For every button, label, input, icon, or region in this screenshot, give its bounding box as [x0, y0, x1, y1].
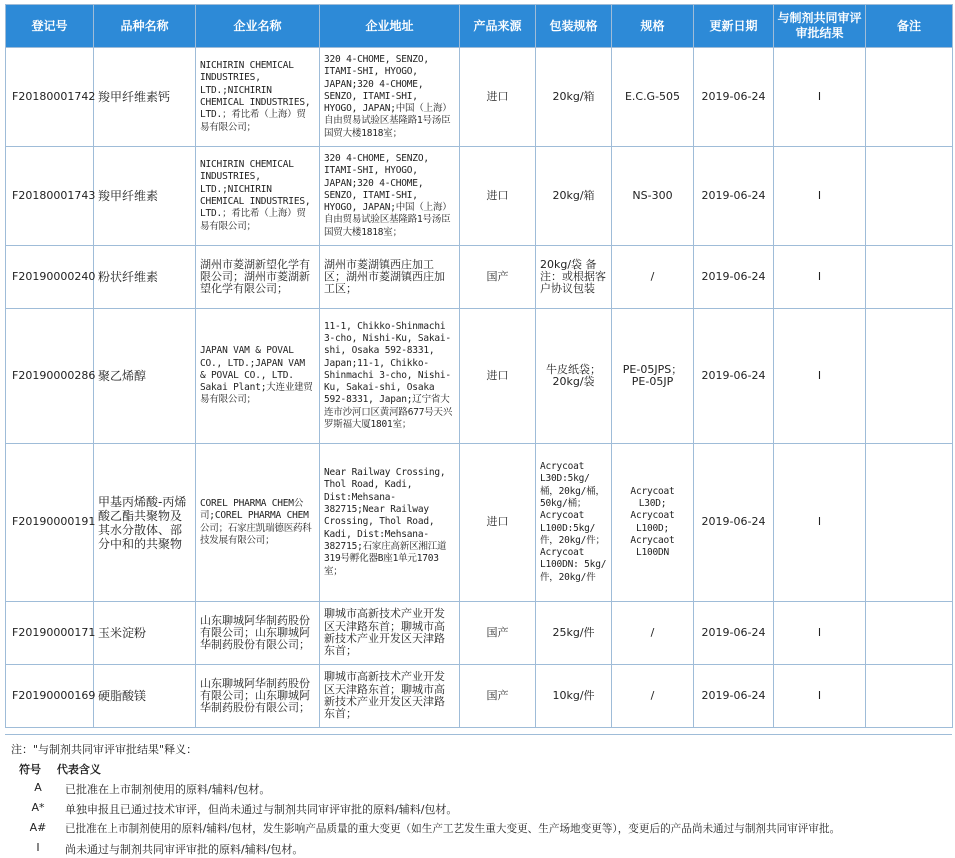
cell-date: 2019-06-24	[694, 309, 774, 444]
legend-symbol: A	[34, 781, 42, 794]
col-header-source: 产品来源	[460, 5, 536, 48]
cell-date: 2019-06-24	[694, 48, 774, 147]
table-row	[6, 147, 953, 246]
cell-source: 进口	[460, 444, 536, 602]
cell-company: NICHIRIN CHEMICAL INDUSTRIES, LTD.;NICHIRIN CHEMICAL INDUSTRIES, LTD.；肴比希（上海）贸易有限公司；	[196, 147, 320, 246]
cell-name: 羧甲纤维素	[94, 147, 196, 246]
cell-spec: /	[612, 665, 694, 728]
cell-result: I	[774, 309, 866, 444]
registration-table	[5, 4, 953, 728]
cell-package: 20kg/箱	[536, 147, 612, 246]
cell-remark	[866, 602, 953, 665]
cell-spec: PE-05JPS；PE-05JP	[612, 309, 694, 444]
cell-source: 国产	[460, 665, 536, 728]
cell-spec: Acrycoat L30D; Acrycoat L100D; Acrycaot L100DN	[612, 444, 694, 602]
table-row	[6, 48, 953, 147]
legend-symbol: A*	[31, 801, 45, 814]
cell-remark	[866, 48, 953, 147]
cell-remark	[866, 665, 953, 728]
cell-name: 玉米淀粉	[94, 602, 196, 665]
col-header-result: 与制剂共同审评审批结果	[774, 5, 866, 48]
cell-reg: F20190000286	[6, 309, 94, 444]
cell-address: 聊城市高新技术产业开发区天津路东首；聊城市高新技术产业开发区天津路东首；	[320, 602, 460, 665]
table-row	[6, 602, 953, 665]
notes-title: 注："与制剂共同审评审批结果"释义：	[11, 743, 198, 756]
cell-spec: /	[612, 246, 694, 309]
col-header-reg: 登记号	[6, 5, 94, 48]
notes-meaning-header: 代表含义	[56, 763, 101, 776]
notes-symbol-header: 符号	[19, 763, 41, 776]
cell-spec: /	[612, 602, 694, 665]
cell-result: I	[774, 48, 866, 147]
cell-result: I	[774, 602, 866, 665]
legend-symbol: A#	[29, 821, 47, 834]
cell-address: Near Railway Crossing, Thol Road, Kadi, Dist:Mehsana-382715;Near Railway Crossing, Thol Road, Kadi, Dist:Mehsana-382715;石家庄高新区湘江道319号孵化器B座1单元1703室；	[320, 444, 460, 602]
col-header-date: 更新日期	[694, 5, 774, 48]
cell-remark	[866, 246, 953, 309]
cell-name: 聚乙烯醇	[94, 309, 196, 444]
cell-remark	[866, 309, 953, 444]
cell-company: JAPAN VAM & POVAL CO., LTD.;JAPAN VAM & POVAL CO., LTD. Sakai Plant;大连业建贸易有限公司；	[196, 309, 320, 444]
cell-package: 20kg/箱	[536, 48, 612, 147]
cell-date: 2019-06-24	[694, 602, 774, 665]
col-header-address: 企业地址	[320, 5, 460, 48]
cell-company: 湖州市菱湖新望化学有限公司；湖州市菱湖新望化学有限公司；	[196, 246, 320, 309]
cell-result: I	[774, 147, 866, 246]
table-row	[6, 444, 953, 602]
table-header-row	[6, 5, 953, 48]
col-header-spec: 规格	[612, 5, 694, 48]
legend-symbol: I	[36, 841, 40, 854]
cell-date: 2019-06-24	[694, 246, 774, 309]
cell-remark	[866, 147, 953, 246]
registration-table-wrap	[5, 4, 952, 728]
legend-meaning: 已批准在上市制剂使用的原料/辅料/包材，发生影响产品质量的重大变更（如生产工艺发生重大变更、生产场地变更等），变更后的产品尚未通过与制剂共同审评审批。	[65, 823, 841, 835]
cell-address: 11-1, Chikko-Shinmachi 3-cho, Nishi-Ku, Sakai-shi, Osaka 592-8331, Japan;11-1, Chikko-Shinmachi 3-cho, Nishi-Ku, Sakai-shi, Osaka 592-8331, Japan;辽宁省大连市沙河口区黄河路677号天兴罗斯福大厦1801室；	[320, 309, 460, 444]
cell-address: 聊城市高新技术产业开发区天津路东首；聊城市高新技术产业开发区天津路东首；	[320, 665, 460, 728]
cell-source: 国产	[460, 602, 536, 665]
col-header-remark: 备注	[866, 5, 953, 48]
cell-reg: F20180001742	[6, 48, 94, 147]
cell-package: 25kg/件	[536, 602, 612, 665]
cell-package: 20kg/袋 备注：或根据客户协议包装	[536, 246, 612, 309]
cell-source: 进口	[460, 147, 536, 246]
cell-date: 2019-06-24	[694, 147, 774, 246]
cell-address: 320 4-CHOME, SENZO, ITAMI-SHI, HYOGO, JAPAN;320 4-CHOME, SENZO, ITAMI-SHI, HYOGO, JAPAN;中国（上海）自由贸易试验区基隆路1号汤臣国贸大楼1818室；	[320, 147, 460, 246]
cell-remark	[866, 444, 953, 602]
cell-source: 国产	[460, 246, 536, 309]
cell-result: I	[774, 665, 866, 728]
cell-source: 进口	[460, 48, 536, 147]
cell-name: 粉状纤维素	[94, 246, 196, 309]
cell-date: 2019-06-24	[694, 444, 774, 602]
cell-package: Acrycoat L30D:5kg/桶，20kg/桶，50kg/桶；Acrycoat L100D:5kg/件，20kg/件；Acrycoat L100DN: 5kg/件，20kg/件	[536, 444, 612, 602]
cell-package: 10kg/件	[536, 665, 612, 728]
cell-reg: F20180001743	[6, 147, 94, 246]
legend-meaning: 已批准在上市制剂使用的原料/辅料/包材。	[65, 783, 271, 796]
cell-result: I	[774, 444, 866, 602]
table-row	[6, 309, 953, 444]
notes-header	[19, 761, 101, 777]
legend-meaning: 单独申报且已通过技术审评，但尚未通过与制剂共同审评审批的原料/辅料/包材。	[65, 803, 458, 816]
legend-meaning: 尚未通过与制剂共同审评审批的原料/辅料/包材。	[65, 843, 304, 856]
cell-company: 山东聊城阿华制药股份有限公司；山东聊城阿华制药股份有限公司；	[196, 602, 320, 665]
table-row	[6, 665, 953, 728]
cell-source: 进口	[460, 309, 536, 444]
cell-address: 湖州市菱湖镇西庄加工区；湖州市菱湖镇西庄加工区；	[320, 246, 460, 309]
cell-company: COREL PHARMA CHEM公司;COREL PHARMA CHEM公司；石家庄凯瑞德医药科技发展有限公司；	[196, 444, 320, 602]
table-row	[6, 246, 953, 309]
col-header-package: 包装规格	[536, 5, 612, 48]
cell-spec: E.C.G-505	[612, 48, 694, 147]
cell-reg: F20190000171	[6, 602, 94, 665]
cell-company: NICHIRIN CHEMICAL INDUSTRIES, LTD.;NICHIRIN CHEMICAL INDUSTRIES, LTD.；肴比希（上海）贸易有限公司；	[196, 48, 320, 147]
cell-date: 2019-06-24	[694, 665, 774, 728]
cell-company: 山东聊城阿华制药股份有限公司；山东聊城阿华制药股份有限公司；	[196, 665, 320, 728]
cell-address: 320 4-CHOME, SENZO, ITAMI-SHI, HYOGO, JAPAN;320 4-CHOME, SENZO, ITAMI-SHI, HYOGO, JAPAN;中国（上海）自由贸易试验区基隆路1号汤臣国贸大楼1818室；	[320, 48, 460, 147]
cell-name: 硬脂酸镁	[94, 665, 196, 728]
cell-reg: F20190000169	[6, 665, 94, 728]
col-header-name: 品种名称	[94, 5, 196, 48]
cell-name: 甲基丙烯酸-丙烯酸乙酯共聚物及其水分散体、部分中和的共聚物	[94, 444, 196, 602]
cell-reg: F20190000240	[6, 246, 94, 309]
cell-name: 羧甲纤维素钙	[94, 48, 196, 147]
cell-result: I	[774, 246, 866, 309]
cell-reg: F20190000191	[6, 444, 94, 602]
cell-package: 牛皮纸袋；20kg/袋	[536, 309, 612, 444]
legend-notes	[5, 734, 952, 858]
col-header-company: 企业名称	[196, 5, 320, 48]
cell-spec: NS-300	[612, 147, 694, 246]
